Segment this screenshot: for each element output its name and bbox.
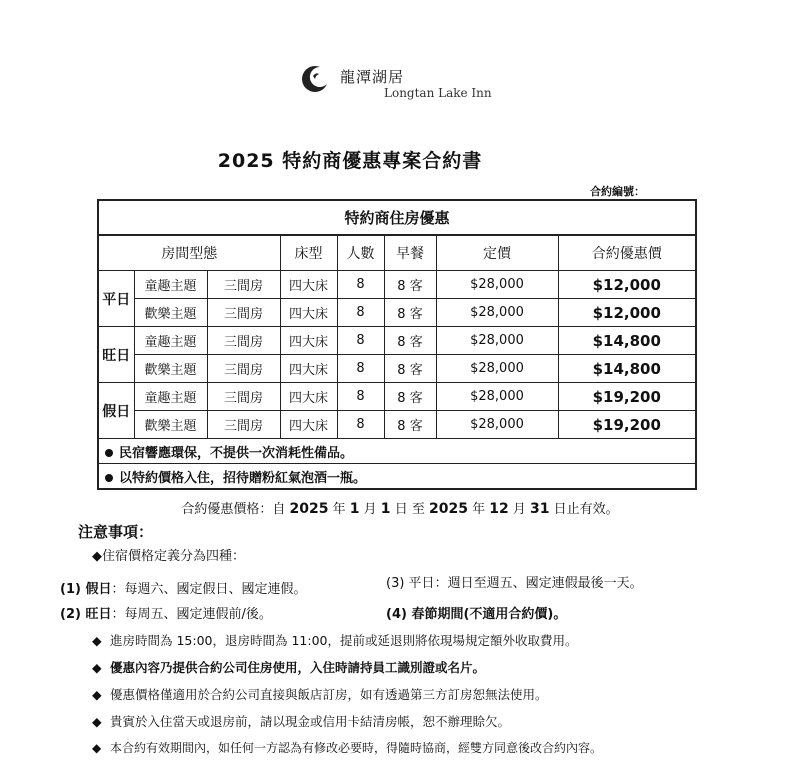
people-cell: 8 bbox=[337, 355, 384, 383]
rule-text: 貴賓於入住當天或退房前，請以現金或信用卡結清房帳，恕不辦理賒欠。 bbox=[110, 714, 511, 729]
definition-value: (不適用合約價)。 bbox=[463, 607, 567, 622]
price-cell: $28,000 bbox=[436, 271, 558, 299]
period-label: 旺日 bbox=[98, 327, 134, 383]
rule-item bbox=[92, 712, 510, 730]
definition-key: (4) 春節期間 bbox=[386, 607, 464, 622]
definition-new-year bbox=[386, 603, 566, 622]
bed-cell: 四大床 bbox=[280, 383, 337, 411]
table-row bbox=[98, 383, 696, 411]
definition-value: ：每周五、國定連假前/後。 bbox=[111, 607, 272, 622]
people-cell: 8 bbox=[337, 271, 384, 299]
validity-text: 月 bbox=[512, 502, 526, 517]
bed-cell: 四大床 bbox=[280, 271, 337, 299]
deal-price-cell: $12,000 bbox=[558, 271, 696, 299]
document-title: 2025 特約商優惠專案合約書 bbox=[217, 150, 483, 172]
diamond-bullet-icon: ◆ bbox=[92, 714, 102, 729]
definition-key: (3) 平日 bbox=[386, 576, 435, 591]
price-cell: $28,000 bbox=[436, 411, 558, 439]
validity-text: 日 至 bbox=[394, 502, 425, 517]
theme-cell: 童趣主題 bbox=[134, 383, 207, 411]
rule-text: 進房時間為 15:00，退房時間為 11:00，提前或延退則將依現場規定額外收取費用。 bbox=[110, 633, 578, 648]
price-cell: $28,000 bbox=[436, 383, 558, 411]
deal-price-cell: $12,000 bbox=[558, 299, 696, 327]
price-cell: $28,000 bbox=[436, 299, 558, 327]
header-people: 人數 bbox=[337, 235, 384, 271]
bed-cell: 四大床 bbox=[280, 327, 337, 355]
price-definition-intro: ◆住宿價格定義分為四種： bbox=[92, 549, 245, 564]
bullet-dot-icon bbox=[105, 474, 113, 482]
deal-price-cell: $19,200 bbox=[558, 383, 696, 411]
people-cell: 8 bbox=[337, 299, 384, 327]
bed-cell: 四大床 bbox=[280, 355, 337, 383]
logo-name-en: Longtan Lake Inn bbox=[384, 86, 492, 100]
table-row bbox=[98, 299, 696, 327]
validity-line bbox=[0, 498, 800, 517]
note-text: 民宿響應環保，不提供一次消耗性備品。 bbox=[119, 445, 354, 461]
breakfast-cell: 8 客 bbox=[384, 411, 436, 439]
breakfast-cell: 8 客 bbox=[384, 355, 436, 383]
validity-text: 年 bbox=[332, 502, 346, 517]
diamond-bullet-icon: ◆ bbox=[92, 687, 102, 702]
rooms-cell: 三間房 bbox=[207, 355, 280, 383]
validity-text: 月 bbox=[363, 502, 377, 517]
validity-end-day: 31 bbox=[530, 501, 550, 517]
validity-start-day: 1 bbox=[380, 501, 391, 517]
header-breakfast: 早餐 bbox=[384, 235, 436, 271]
diamond-bullet-icon: ◆ bbox=[92, 633, 102, 648]
header-price: 定價 bbox=[436, 235, 558, 271]
diamond-bullet-icon: ◆ bbox=[92, 660, 102, 675]
rule-text: 優惠內容乃提供合約公司住房使用，入住時請持員工識別證或名片。 bbox=[110, 660, 486, 675]
rule-item bbox=[92, 739, 602, 756]
notes-title: 注意事項： bbox=[78, 523, 154, 541]
crescent-moon-logo-icon bbox=[300, 64, 330, 94]
definition-weekday bbox=[386, 572, 643, 591]
period-label: 平日 bbox=[98, 271, 134, 327]
breakfast-cell: 8 客 bbox=[384, 383, 436, 411]
definition-key: (2) 旺日 bbox=[60, 607, 112, 622]
rooms-cell: 三間房 bbox=[207, 327, 280, 355]
price-cell: $28,000 bbox=[436, 355, 558, 383]
definition-peak bbox=[60, 603, 272, 622]
deal-price-cell: $14,800 bbox=[558, 327, 696, 355]
definition-value: ：每週六、國定假日、國定連假。 bbox=[111, 582, 307, 597]
bed-cell: 四大床 bbox=[280, 299, 337, 327]
logo-name-cn: 龍潭湖居 bbox=[340, 68, 405, 86]
breakfast-cell: 8 客 bbox=[384, 327, 436, 355]
diamond-bullet-icon: ◆ bbox=[92, 741, 102, 755]
contract-number-label: 合約編號： bbox=[590, 185, 645, 198]
validity-start-month: 1 bbox=[349, 501, 360, 517]
validity-end-year: 2025 bbox=[428, 501, 468, 517]
definition-key: (1) 假日 bbox=[60, 582, 112, 597]
rooms-cell: 三間房 bbox=[207, 299, 280, 327]
people-cell: 8 bbox=[337, 383, 384, 411]
table-row bbox=[98, 411, 696, 439]
deal-price-cell: $19,200 bbox=[558, 411, 696, 439]
theme-cell: 歡樂主題 bbox=[134, 411, 207, 439]
header-deal-price: 合約優惠價 bbox=[558, 235, 696, 271]
rooms-cell: 三間房 bbox=[207, 383, 280, 411]
rooms-cell: 三間房 bbox=[207, 411, 280, 439]
rule-item bbox=[92, 631, 578, 649]
rule-item bbox=[92, 658, 485, 676]
rule-item bbox=[92, 685, 548, 703]
validity-prefix: 合約優惠價格：自 bbox=[181, 502, 286, 517]
table-banner: 特約商住房優惠 bbox=[98, 200, 696, 235]
rule-text: 優惠價格僅適用於合約公司直接與飯店訂房，如有透過第三方訂房恕無法使用。 bbox=[110, 687, 548, 702]
rule-text: 本合約有效期間內，如任何一方認為有修改必要時，得隨時協商，經雙方同意後改合約內容。 bbox=[110, 741, 603, 755]
theme-cell: 歡樂主題 bbox=[134, 299, 207, 327]
table-note bbox=[98, 439, 696, 464]
validity-end-month: 12 bbox=[489, 501, 509, 517]
validity-start-year: 2025 bbox=[289, 501, 329, 517]
validity-text: 年 bbox=[472, 502, 486, 517]
rate-table bbox=[97, 199, 697, 490]
breakfast-cell: 8 客 bbox=[384, 271, 436, 299]
table-row bbox=[98, 327, 696, 355]
rooms-cell: 三間房 bbox=[207, 271, 280, 299]
deal-price-cell: $14,800 bbox=[558, 355, 696, 383]
breakfast-cell: 8 客 bbox=[384, 299, 436, 327]
people-cell: 8 bbox=[337, 411, 384, 439]
note-text: 以特約價格入住，招待贈粉紅氣泡酒一瓶。 bbox=[119, 470, 367, 486]
bed-cell: 四大床 bbox=[280, 411, 337, 439]
people-cell: 8 bbox=[337, 327, 384, 355]
period-label: 假日 bbox=[98, 383, 134, 439]
table-note bbox=[98, 464, 696, 490]
theme-cell: 童趣主題 bbox=[134, 327, 207, 355]
definition-holiday bbox=[60, 578, 306, 597]
definition-value: ：週日至週五、國定連假最後一天。 bbox=[434, 576, 643, 591]
header-bed: 床型 bbox=[280, 235, 337, 271]
table-row bbox=[98, 271, 696, 299]
theme-cell: 歡樂主題 bbox=[134, 355, 207, 383]
bullet-dot-icon bbox=[105, 449, 113, 457]
price-cell: $28,000 bbox=[436, 327, 558, 355]
header-room-type: 房間型態 bbox=[98, 235, 280, 271]
table-row bbox=[98, 355, 696, 383]
validity-text: 日止有效。 bbox=[553, 502, 619, 517]
theme-cell: 童趣主題 bbox=[134, 271, 207, 299]
